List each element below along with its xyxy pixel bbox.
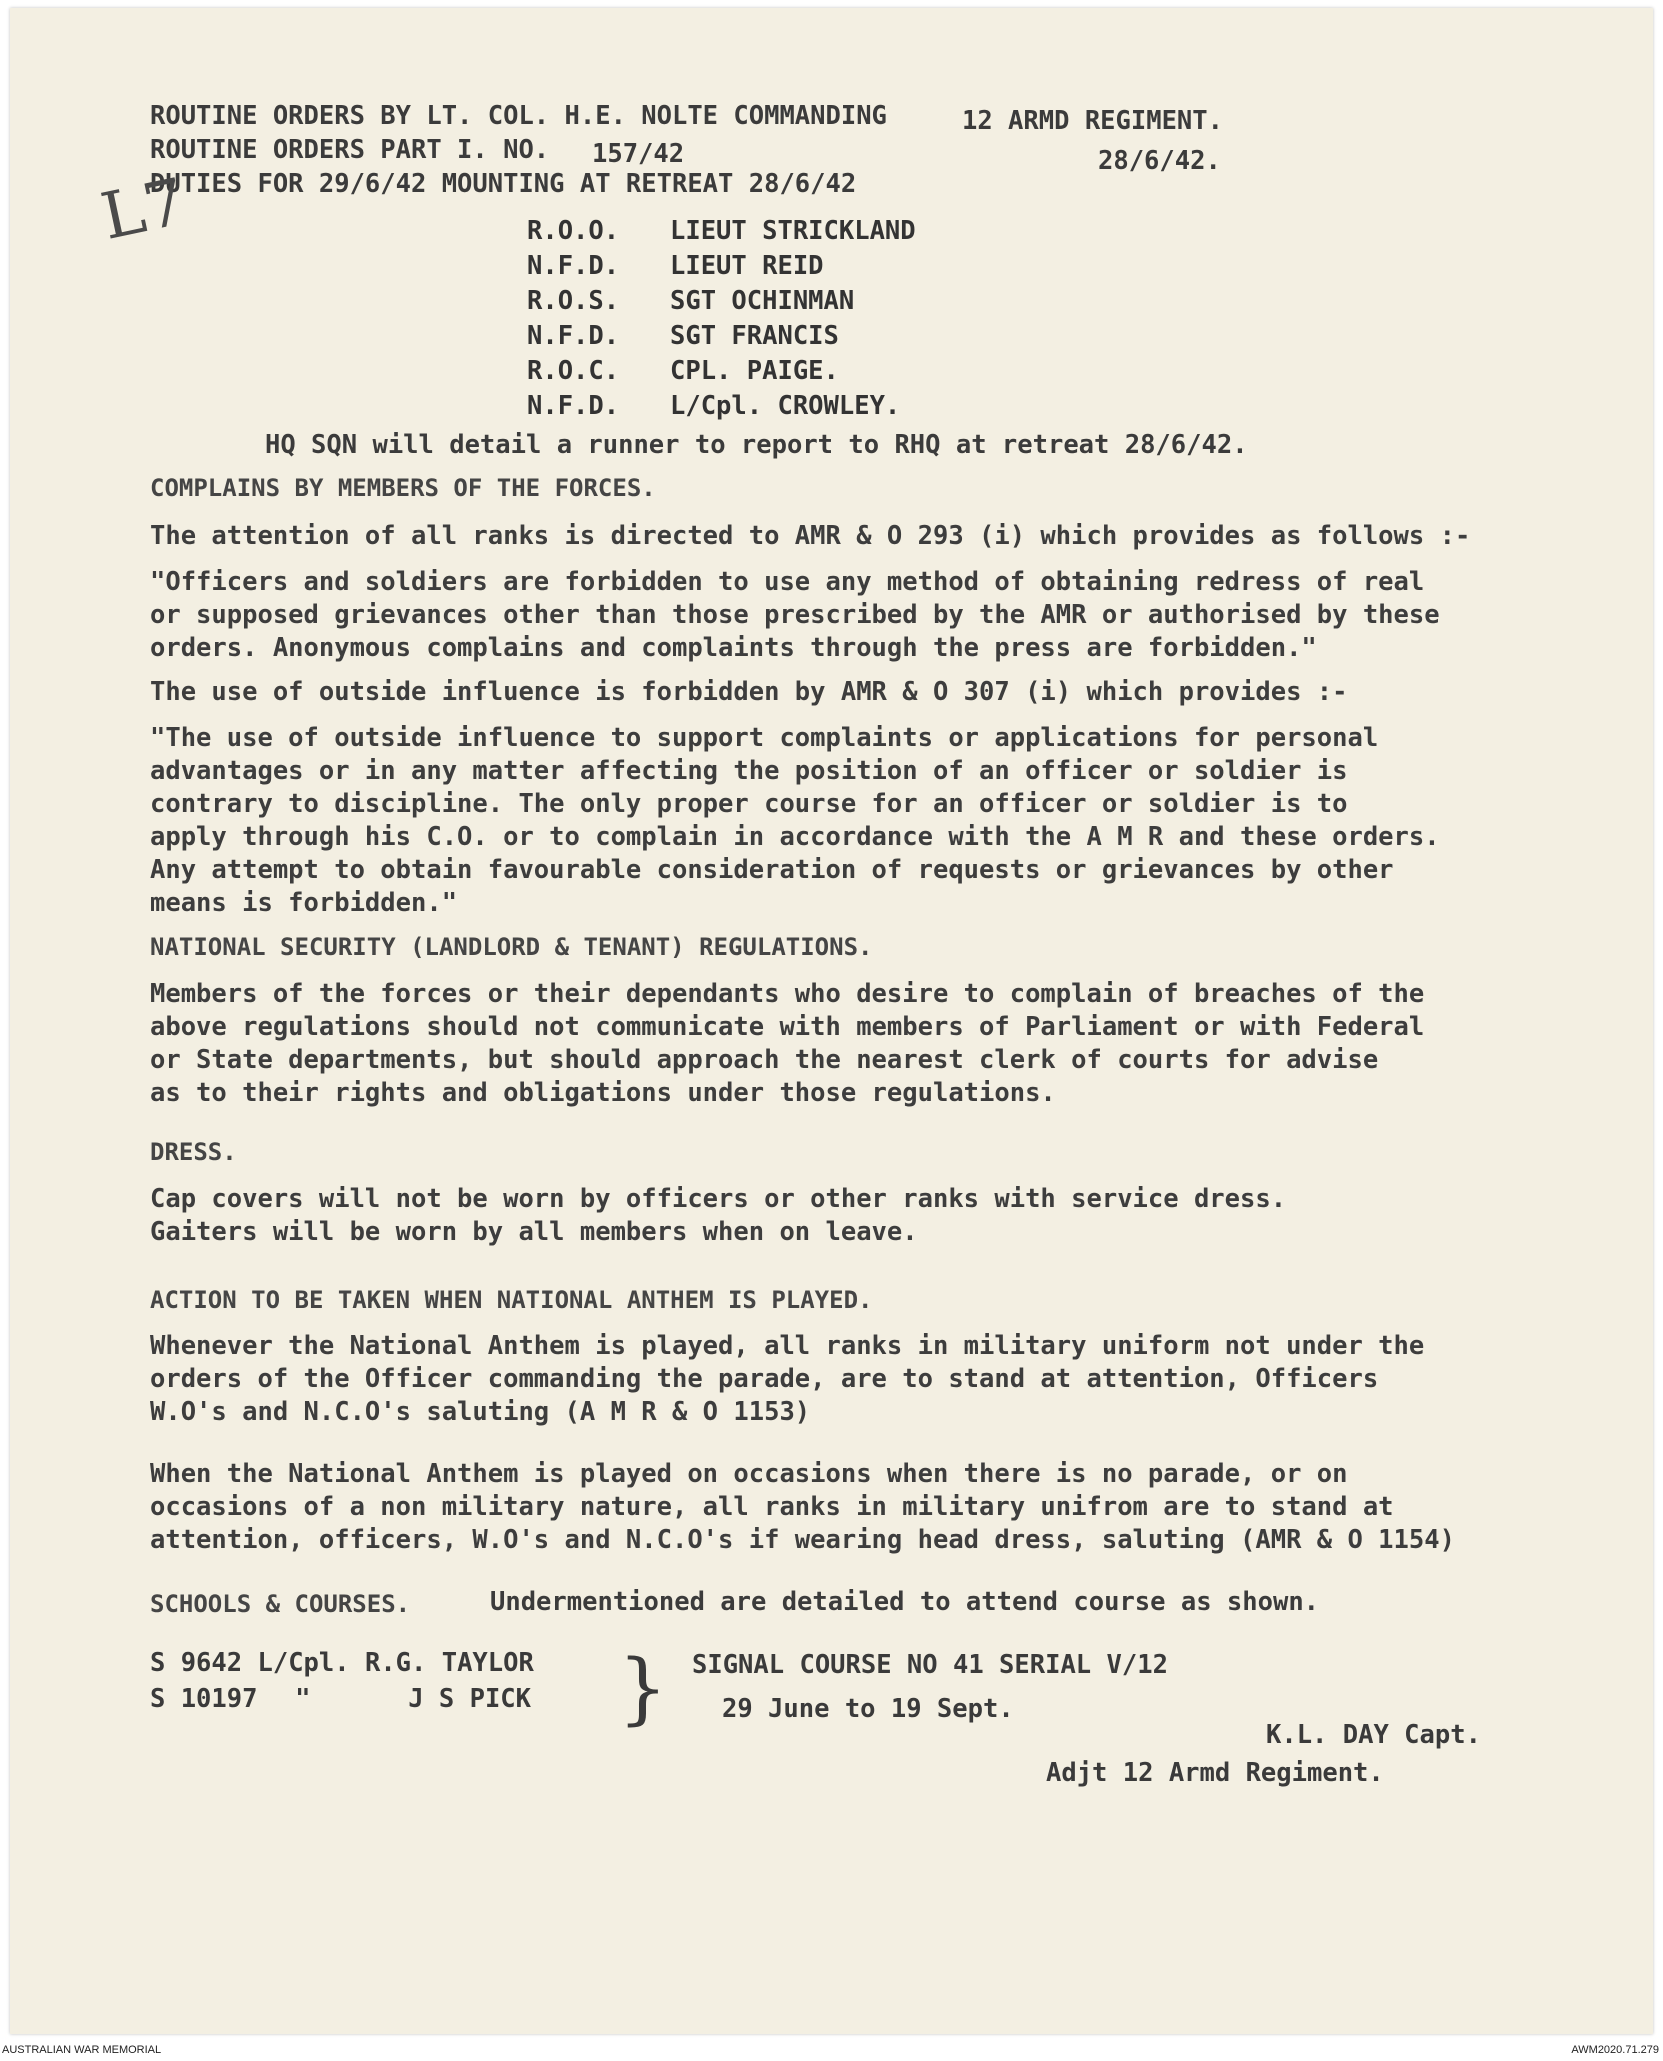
dress-heading: DRESS. bbox=[150, 1138, 237, 1166]
footer-left: AUSTRALIAN WAR MEMORIAL bbox=[2, 2044, 162, 2056]
complaints-heading: COMPLAINS BY MEMBERS OF THE FORCES. bbox=[150, 474, 656, 502]
header-line-2: ROUTINE ORDERS PART I. NO. bbox=[150, 135, 550, 165]
member-name: R.G. TAYLOR bbox=[364, 1648, 534, 1678]
duty-row bbox=[527, 251, 824, 281]
anthem-paragraph-2: When the National Anthem is played on occasions when there is no parade, or on occasions of a non military nature, all ranks in military unifrom are to stand at attention, officers, W.O's and N.C.O's if wearing head dress, saluting (AMR & O 1154) bbox=[150, 1459, 1455, 1555]
course-name: SIGNAL COURSE NO 41 SERIAL V/12 bbox=[692, 1650, 1168, 1680]
duty-row bbox=[527, 356, 839, 386]
schools-heading: SCHOOLS & COURSES. bbox=[150, 1590, 411, 1618]
service-number: S 9642 bbox=[150, 1648, 243, 1678]
duty-row bbox=[527, 216, 916, 246]
footer-right: AWM2020.71.279 bbox=[1571, 2044, 1659, 2056]
duty-role: R.O.S. bbox=[527, 286, 620, 316]
duty-role: N.F.D. bbox=[527, 321, 620, 351]
order-date: 28/6/42. bbox=[1098, 146, 1221, 176]
course-member-row bbox=[150, 1648, 534, 1678]
member-rank: L/Cpl. bbox=[257, 1648, 350, 1678]
duty-name: L/Cpl. CROWLEY. bbox=[670, 391, 901, 421]
runner-line: HQ SQN will detail a runner to report to RHQ at retreat 28/6/42. bbox=[265, 430, 1248, 460]
brace-icon: } bbox=[618, 1644, 668, 1734]
signature-title: Adjt 12 Armd Regiment. bbox=[1046, 1758, 1384, 1788]
duty-name: LIEUT STRICKLAND bbox=[670, 216, 916, 246]
header-line-1-unit: 12 ARMD REGIMENT. bbox=[962, 106, 1223, 136]
schools-intro: Undermentioned are detailed to attend course as shown. bbox=[490, 1587, 1320, 1617]
member-rank: " bbox=[295, 1684, 311, 1714]
handwritten-annotation: L7 bbox=[95, 165, 193, 255]
duty-row bbox=[527, 391, 900, 421]
duty-role: R.O.C. bbox=[527, 356, 620, 386]
duty-role: N.F.D. bbox=[527, 251, 620, 281]
complaints-paragraph-2: The use of outside influence is forbidden by AMR & O 307 (i) which provides :- bbox=[150, 677, 1348, 707]
complaints-quote-2: "The use of outside influence to support complaints or applications for personal advantages or in any matter affecting the position of an officer or soldier is contrary to discipline. The only proper course for an officer or soldier is to apply through his C.O. or to complain in accordance with the A M R and these orders. Any attempt to obtain favourable consideration of requests or grievances by other means is forbidden." bbox=[150, 723, 1440, 918]
course-member-row bbox=[150, 1684, 531, 1714]
header-line-1: ROUTINE ORDERS BY LT. COL. H.E. NOLTE COMMANDING bbox=[150, 101, 887, 131]
anthem-heading: ACTION TO BE TAKEN WHEN NATIONAL ANTHEM IS PLAYED. bbox=[150, 1286, 873, 1314]
anthem-paragraph-1: Whenever the National Anthem is played, all ranks in military uniform not under the orders of the Officer commanding the parade, are to stand at attention, Officers W.O's and N.C.O's saluting (A M R & O 1153) bbox=[150, 1331, 1425, 1427]
duty-row bbox=[527, 321, 839, 351]
service-number: S 10197 bbox=[150, 1684, 258, 1714]
duty-row bbox=[527, 286, 854, 316]
security-heading: NATIONAL SECURITY (LANDLORD & TENANT) REGULATIONS. bbox=[150, 933, 873, 961]
duty-role: R.O.O. bbox=[527, 216, 620, 246]
order-number: 157/42 bbox=[592, 139, 685, 169]
duty-role: N.F.D. bbox=[527, 391, 620, 421]
duty-name: SGT OCHINMAN bbox=[670, 286, 855, 316]
signature-name: K.L. DAY Capt. bbox=[1266, 1720, 1481, 1750]
dress-paragraph: Cap covers will not be worn by officers or other ranks with service dress. Gaiters will be worn by all members when on leave. bbox=[150, 1184, 1287, 1247]
duty-name: SGT FRANCIS bbox=[670, 321, 839, 351]
security-paragraph: Members of the forces or their dependants who desire to complain of breaches of the above regulations should not communicate with members of Parliament or with Federal or State departments, but should approach the nearest clerk of courts for advise as to their rights and obligations under those regulations. bbox=[150, 979, 1425, 1108]
course-dates: 29 June to 19 Sept. bbox=[722, 1694, 1014, 1724]
complaints-quote-1: "Officers and soldiers are forbidden to use any method of obtaining redress of real or supposed grievances other than those prescribed by the AMR or authorised by these orders. Anonymous complains and complaints through the press are forbidden." bbox=[150, 567, 1440, 663]
duty-name: CPL. PAIGE. bbox=[670, 356, 839, 386]
member-name: J S PICK bbox=[408, 1684, 532, 1714]
complaints-paragraph-1: The attention of all ranks is directed to AMR & O 293 (i) which provides as follows :- bbox=[150, 521, 1471, 551]
document-page bbox=[10, 8, 1653, 2034]
duties-title: DUTIES FOR 29/6/42 MOUNTING AT RETREAT 28/6/42 bbox=[150, 169, 857, 199]
duty-name: LIEUT REID bbox=[670, 251, 824, 281]
